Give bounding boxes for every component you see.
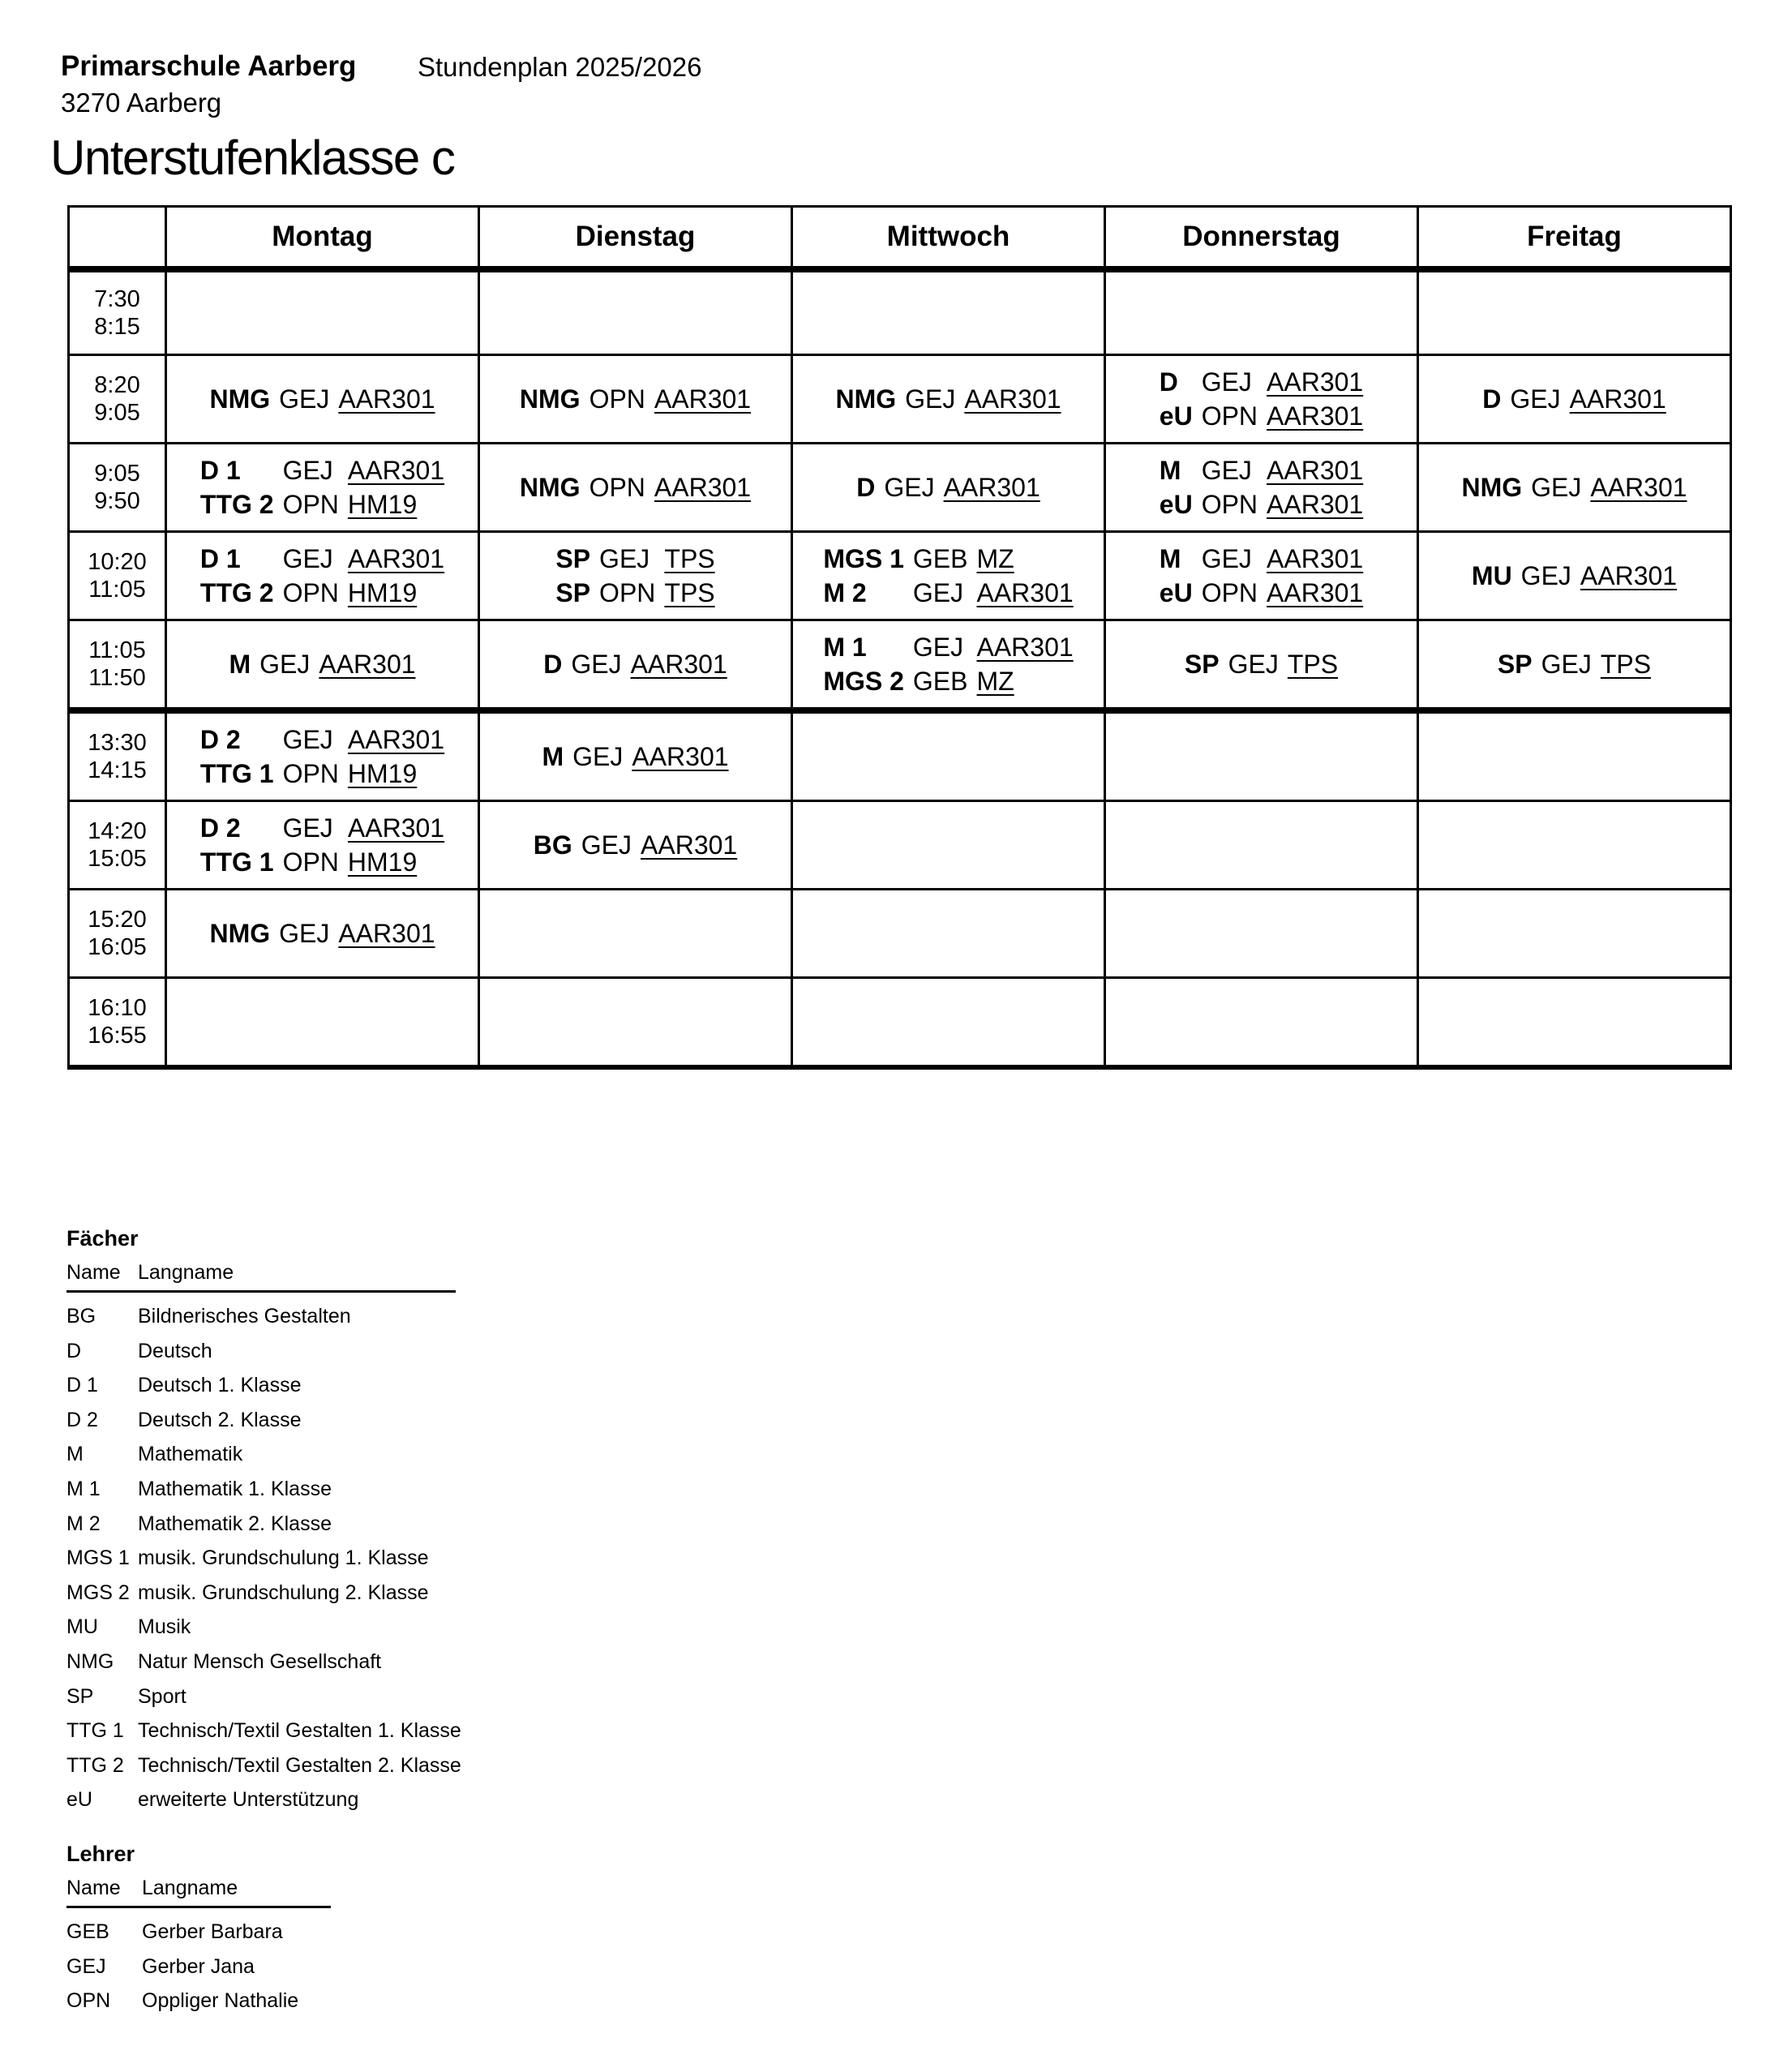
teachers-column-header — [66, 1877, 331, 1908]
subject-item: D 1 Deutsch 1. Klasse — [66, 1374, 302, 1397]
teachers-col-name: Name — [66, 1877, 121, 1899]
lesson-cell: D GEJ AAR301 — [479, 620, 792, 711]
subject-item: MGS 1 musik. Grundschulung 1. Klasse — [66, 1546, 429, 1570]
lesson-cell — [1418, 801, 1731, 890]
subject-item: SP Sport — [66, 1684, 186, 1708]
table-row — [69, 620, 1731, 711]
timetable — [67, 205, 1732, 1070]
subject-item: eU erweiterte Unterstützung — [66, 1788, 359, 1812]
lesson-cell: NMG OPN AAR301 — [479, 355, 792, 444]
subjects-heading: Fächer — [66, 1226, 139, 1250]
lesson-cell: D 1 GEJ AAR301 TTG 2 OPN HM19 — [166, 444, 479, 532]
lesson-cell — [1105, 801, 1418, 890]
table-row — [69, 801, 1731, 890]
subject-item: MU Musik — [66, 1615, 191, 1639]
lesson-cell: NMG OPN AAR301 — [479, 444, 792, 532]
subject-item: TTG 1 Technisch/Textil Gestalten 1. Klasse — [66, 1719, 461, 1743]
lesson-cell: D 1 GEJ AAR301 TTG 2 OPN HM19 — [166, 532, 479, 620]
lesson-cell: BG GEJ AAR301 — [479, 801, 792, 890]
table-row — [69, 355, 1731, 444]
lesson-cell — [1105, 269, 1418, 355]
table-row — [69, 444, 1731, 532]
time-slot: 15:20 16:05 — [69, 890, 166, 978]
lesson-cell — [1418, 269, 1731, 355]
teacher-item: GEB Gerber Barbara — [66, 1920, 283, 1943]
subject-item: TTG 2 Technisch/Textil Gestalten 2. Klasse — [66, 1753, 461, 1777]
time-slot: 11:05 11:50 — [69, 620, 166, 711]
lesson-cell — [166, 269, 479, 355]
lesson-cell: D 2 GEJ AAR301 TTG 1 OPN HM19 — [166, 710, 479, 801]
lesson-cell — [166, 978, 479, 1068]
subject-item: D 2 Deutsch 2. Klasse — [66, 1408, 302, 1431]
time-slot: 8:20 9:05 — [69, 355, 166, 444]
lesson-cell: SP GEJ TPS SP OPN TPS — [479, 532, 792, 620]
lesson-cell — [792, 801, 1105, 890]
time-slot: 10:20 11:05 — [69, 532, 166, 620]
lesson-cell — [1418, 890, 1731, 978]
subjects-col-long: Langname — [138, 1261, 234, 1284]
subjects-legend — [66, 1226, 461, 1817]
subject-item: M 1 Mathematik 1. Klasse — [66, 1477, 332, 1500]
day-header-wednesday: Mittwoch — [792, 207, 1105, 270]
lesson-cell: M GEJ AAR301 eU OPN AAR301 — [1105, 444, 1418, 532]
table-row — [69, 890, 1731, 978]
lesson-cell — [1418, 710, 1731, 801]
lesson-cell: M 1 GEJ AAR301 MGS 2 GEB MZ — [792, 620, 1105, 711]
subjects-col-name: Name — [66, 1261, 121, 1284]
lesson-cell: D GEJ AAR301 — [1418, 355, 1731, 444]
teachers-col-long: Langname — [142, 1877, 238, 1899]
lesson-cell — [479, 269, 792, 355]
school-name: Primarschule Aarberg — [61, 50, 357, 82]
subject-item: M 2 Mathematik 2. Klasse — [66, 1512, 332, 1535]
table-row — [69, 710, 1731, 801]
lesson-cell — [1418, 978, 1731, 1068]
lesson-cell: M GEJ AAR301 — [479, 710, 792, 801]
lesson-cell: MGS 1 GEB MZ M 2 GEJ AAR301 — [792, 532, 1105, 620]
lesson-cell: NMG GEJ AAR301 — [1418, 444, 1731, 532]
table-row — [69, 532, 1731, 620]
subjects-column-header — [66, 1261, 456, 1293]
time-slot: 16:10 16:55 — [69, 978, 166, 1068]
day-header-tuesday: Dienstag — [479, 207, 792, 270]
day-header-friday: Freitag — [1418, 207, 1731, 270]
lesson-cell — [792, 269, 1105, 355]
lesson-cell: NMG GEJ AAR301 — [792, 355, 1105, 444]
lesson-cell — [1105, 890, 1418, 978]
subject-item: M Mathematik — [66, 1443, 243, 1466]
lesson-cell — [1105, 978, 1418, 1068]
day-header-monday: Montag — [166, 207, 479, 270]
teachers-heading: Lehrer — [66, 1842, 135, 1866]
table-row — [69, 978, 1731, 1068]
lesson-cell: M GEJ AAR301 — [166, 620, 479, 711]
lesson-cell — [479, 890, 792, 978]
day-header-row — [69, 207, 1731, 270]
subject-item: D Deutsch — [66, 1339, 212, 1362]
lesson-cell — [792, 710, 1105, 801]
lesson-cell: M GEJ AAR301 eU OPN AAR301 — [1105, 532, 1418, 620]
school-city: 3270 Aarberg — [61, 88, 222, 118]
time-slot: 7:30 8:15 — [69, 269, 166, 355]
table-row — [69, 269, 1731, 355]
teachers-legend — [66, 1842, 331, 2018]
lesson-cell: SP GEJ TPS — [1418, 620, 1731, 711]
lesson-cell: MU GEJ AAR301 — [1418, 532, 1731, 620]
lesson-cell: NMG GEJ AAR301 — [166, 890, 479, 978]
lesson-cell: D 2 GEJ AAR301 TTG 1 OPN HM19 — [166, 801, 479, 890]
teacher-item: GEJ Gerber Jana — [66, 1954, 255, 1978]
teacher-item: OPN Oppliger Nathalie — [66, 1989, 299, 2013]
lesson-cell — [792, 978, 1105, 1068]
lesson-cell — [1105, 710, 1418, 801]
day-header-thursday: Donnerstag — [1105, 207, 1418, 270]
lesson-cell: D GEJ AAR301 — [792, 444, 1105, 532]
page-title: Unterstufenklasse c — [50, 131, 455, 185]
lesson-cell — [792, 890, 1105, 978]
time-slot: 14:20 15:05 — [69, 801, 166, 890]
lesson-cell: NMG GEJ AAR301 — [166, 355, 479, 444]
time-slot: 13:30 14:15 — [69, 710, 166, 801]
subject-item: NMG Natur Mensch Gesellschaft — [66, 1649, 382, 1673]
time-slot: 9:05 9:50 — [69, 444, 166, 532]
lesson-cell: D GEJ AAR301 eU OPN AAR301 — [1105, 355, 1418, 444]
lesson-cell: SP GEJ TPS — [1105, 620, 1418, 711]
subject-item: MGS 2 musik. Grundschulung 2. Klasse — [66, 1581, 429, 1604]
corner-cell — [69, 207, 166, 270]
plan-label: Stundenplan 2025/2026 — [418, 52, 702, 82]
lesson-cell — [479, 978, 792, 1068]
subject-item: BG Bildnerisches Gestalten — [66, 1305, 351, 1328]
